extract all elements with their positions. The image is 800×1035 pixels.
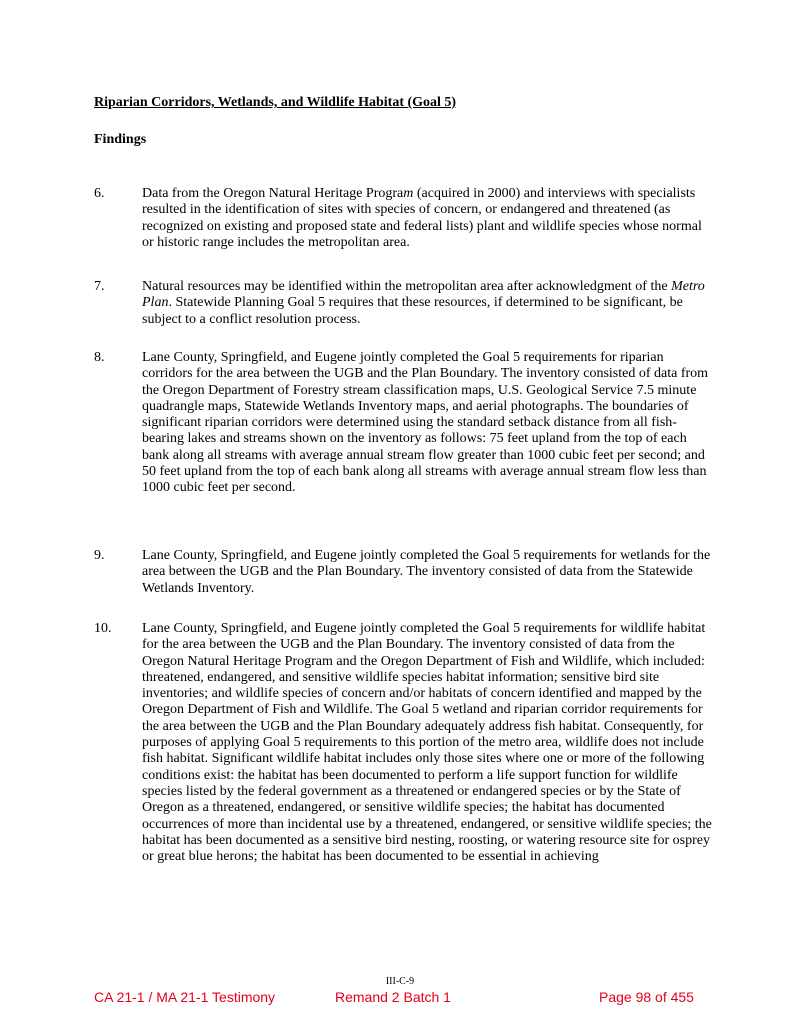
footer-batch-label: Remand 2 Batch 1 (335, 989, 451, 1005)
page-number: III-C-9 (385, 976, 415, 987)
finding-text: Lane County, Springfield, and Eugene jointly completed the Goal 5 requirements for riparian corridors for the area between the UGB and the Plan Boundary. The inventory consisted of data from the Oregon Department of Forestry stream classification maps, U.S. Geological Service 7.5 minute quadrangle maps, Statewide Wetlands Inventory maps, and aerial photographs. The boundaries of significant riparian corridors were determined using the standard setback distance from all fish-bearing lakes and streams shown on the inventory as follows: 75 feet upland from the top of each bank along all streams with average annual stream flow greater than 1000 cubic feet per second; and 50 feet upland from the top of each bank along all streams with average annual stream flow less than 1000 cubic feet per second. (142, 350, 709, 496)
metro-plan-title: Metro Plan (142, 279, 705, 311)
finding-number: 7. (94, 279, 105, 294)
finding-item (94, 621, 714, 865)
section-heading: Riparian Corridors, Wetlands, and Wildlife Habitat (Goal 5) (94, 95, 457, 110)
finding-number: 8. (94, 350, 105, 365)
finding-text: Lane County, Springfield, and Eugene jointly completed the Goal 5 requirements for wildlife habitat for the area between the UGB and the Plan Boundary. The inventory consisted of data from the Oregon Natural Heritage Program and the Oregon Department of Fish and Wildlife, which included: threatened, endangered, and sensitive wildlife species habitat information; sensitive bird site inventories; and wildlife species of concern and/or habitats of concern identified and mapped by the Oregon Department of Fish and Wildlife. The Goal 5 wetland and riparian corridor requirements for the area between the UGB and the Plan Boundary adequately address fish habitat. Consequently, for purposes of applying Goal 5 requirements to this portion of the metro area, wildlife does not include fish habitat. Significant wildlife habitat includes only those sites where one or more of the following conditions exist: the habitat has been documented to perform a life support function for wildlife species listed by the federal government as a threatened or endangered species or by the State of Oregon as a threatened, endangered, or sensitive wildlife species; the habitat has documented occurrences of more than incidental use by a threatened, endangered, or sensitive wildlife species; the habitat has been documented as a sensitive bird nesting, roosting, or watering resource site for osprey or great blue herons; the habitat has been documented to be essential in achieving (142, 621, 712, 865)
footer-testimony-label: CA 21-1 / MA 21-1 Testimony (94, 989, 276, 1005)
finding-item (94, 548, 714, 597)
findings-subheading: Findings (94, 132, 147, 147)
footer-page-count: Page 98 of 455 (599, 989, 694, 1005)
italic-emphasis: m (403, 186, 414, 201)
finding-number: 9. (94, 548, 105, 563)
finding-text: Data from the Oregon Natural Heritage Program (acquired in 2000) and interviews with specialists resulted in the identification of sites with species of concern, or endangered and threatened (as recognized on existing and proposed state and federal lists) plant and wildlife species whose normal or historic range includes the metropolitan area. (142, 186, 702, 250)
finding-number: 10. (94, 621, 112, 636)
finding-item (94, 186, 714, 251)
finding-item (94, 350, 714, 497)
finding-item (94, 279, 714, 328)
finding-text: Natural resources may be identified within the metropolitan area after acknowledgment of the Metro Plan. Statewide Planning Goal 5 requires that these resources, if determined to be significant, be subject to a conflict resolution process. (142, 279, 705, 327)
finding-number: 6. (94, 186, 105, 201)
finding-text: Lane County, Springfield, and Eugene jointly completed the Goal 5 requirements for wetlands for the area between the UGB and the Plan Boundary. The inventory consisted of data from the Statewide Wetlands Inventory. (142, 548, 711, 596)
